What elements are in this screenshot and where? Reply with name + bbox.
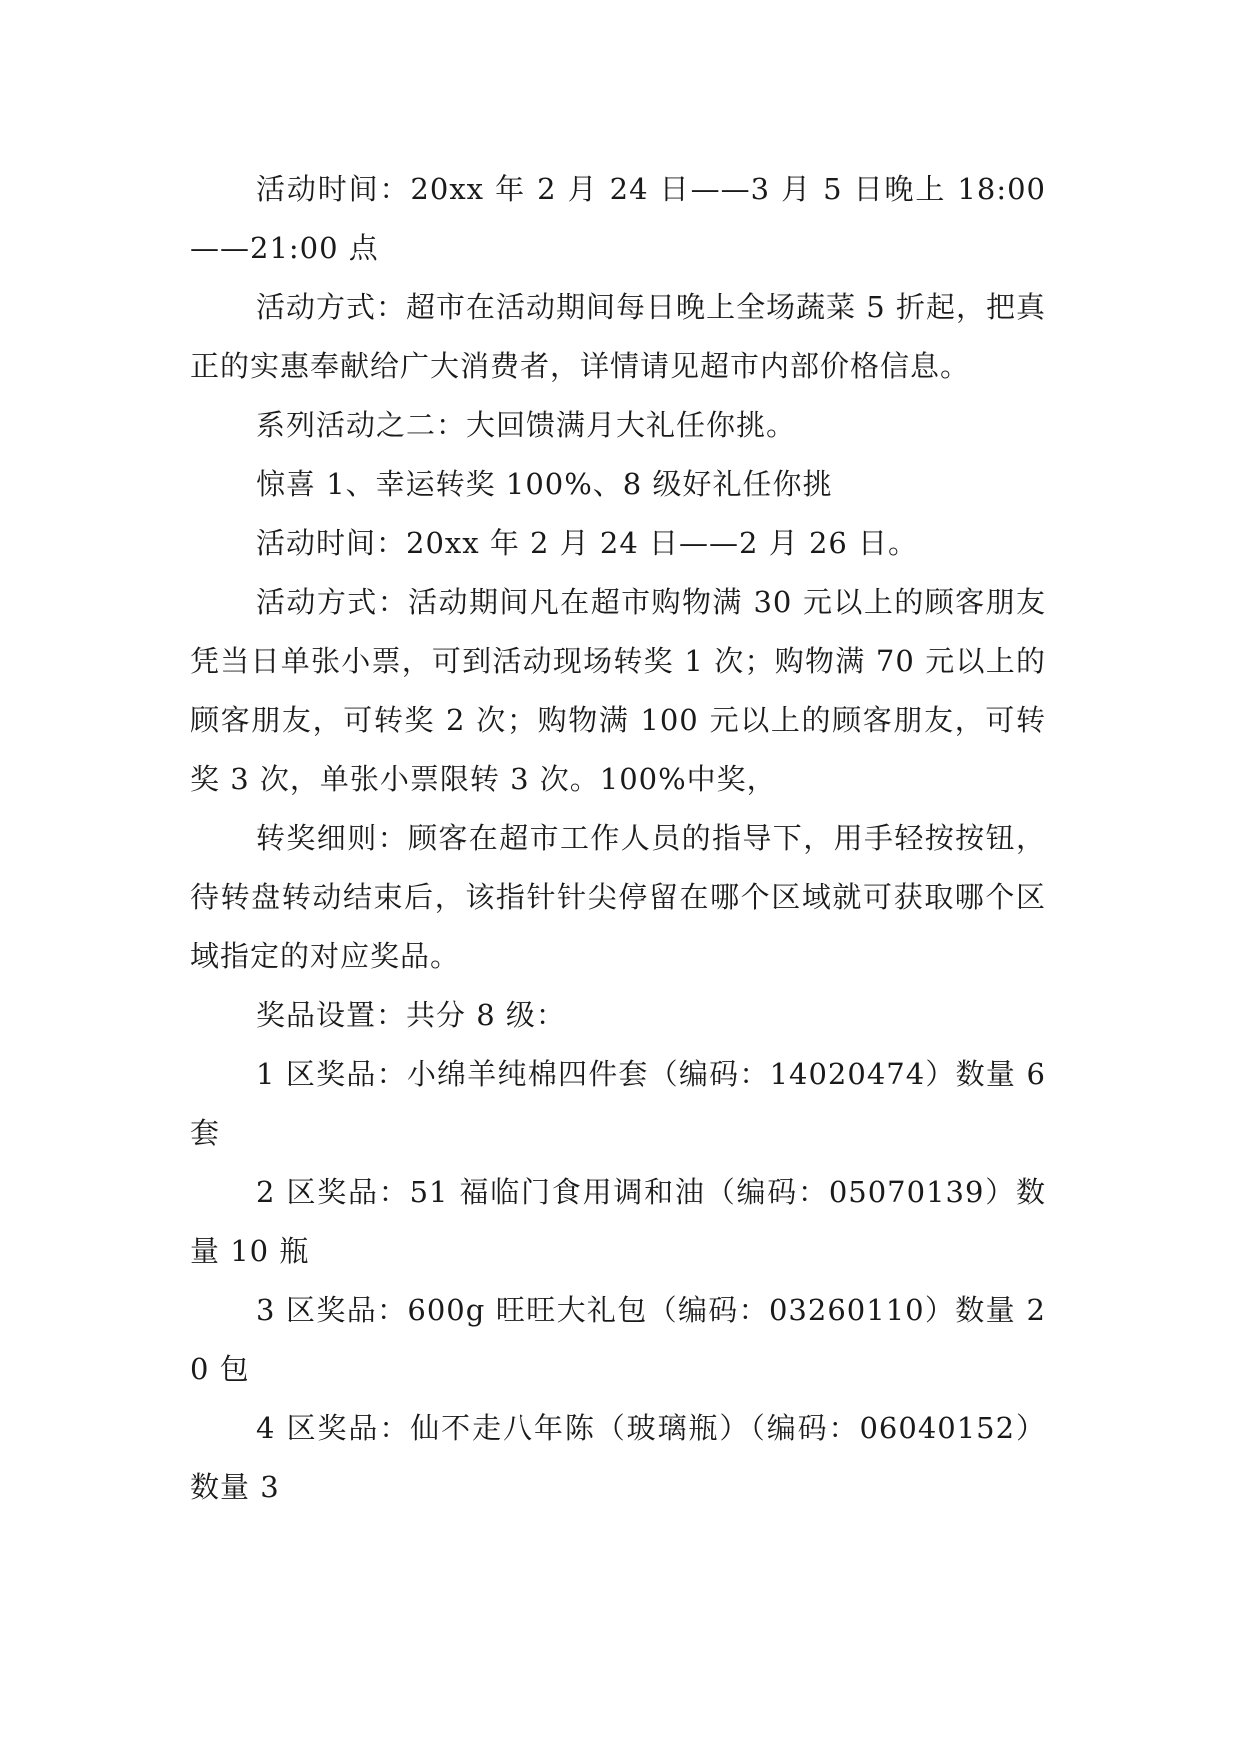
paragraph-prize-zone-1: 1 区奖品：小绵羊纯棉四件套（编码：14020474）数量 6 套: [190, 1057, 1046, 1150]
paragraph-activity-method-1: 活动方式：超市在活动期间每日晚上全场蔬菜 5 折起，把真正的实惠奉献给广大消费者，详情请见超市内部价格信息。: [190, 290, 1046, 383]
paragraph-prize-zone-4: 4 区奖品：仙不走八年陈（玻璃瓶）（编码：06040152）数量 3: [190, 1411, 1046, 1504]
paragraph-surprise-1: 惊喜 1、幸运转奖 100%、8 级好礼任你挑: [256, 467, 833, 501]
paragraph-prize-setup: 奖品设置：共分 8 级：: [256, 998, 566, 1032]
paragraph-prize-zone-3: 3 区奖品：600g 旺旺大礼包（编码：03260110）数量 20 包: [190, 1293, 1046, 1386]
paragraph-activity-method-2: 活动方式：活动期间凡在超市购物满 30 元以上的顾客朋友凭当日单张小票，可到活动现场转奖 1 次；购物满 70 元以上的顾客朋友，可转奖 2 次；购物满 100 元以上的顾客朋友，可转奖 3 次，单张小票限转 3 次。100%中奖，: [190, 585, 1046, 796]
paragraph-series-activity-2: 系列活动之二：大回馈满月大礼任你挑。: [256, 408, 797, 442]
paragraph-activity-time-2: 活动时间：20xx 年 2 月 24 日——2 月 26 日。: [256, 526, 919, 560]
paragraph-activity-time-1: 活动时间：20xx 年 2 月 24 日——3 月 5 日晚上 18:00——21:00 点: [190, 172, 1046, 265]
paragraph-spin-rules: 转奖细则：顾客在超市工作人员的指导下，用手轻按按钮，待转盘转动结束后，该指针针尖停留在哪个区域就可获取哪个区域指定的对应奖品。: [190, 821, 1046, 973]
paragraph-prize-zone-2: 2 区奖品：51 福临门食用调和油（编码：05070139）数量 10 瓶: [190, 1175, 1046, 1268]
document-body: [190, 160, 1046, 1517]
